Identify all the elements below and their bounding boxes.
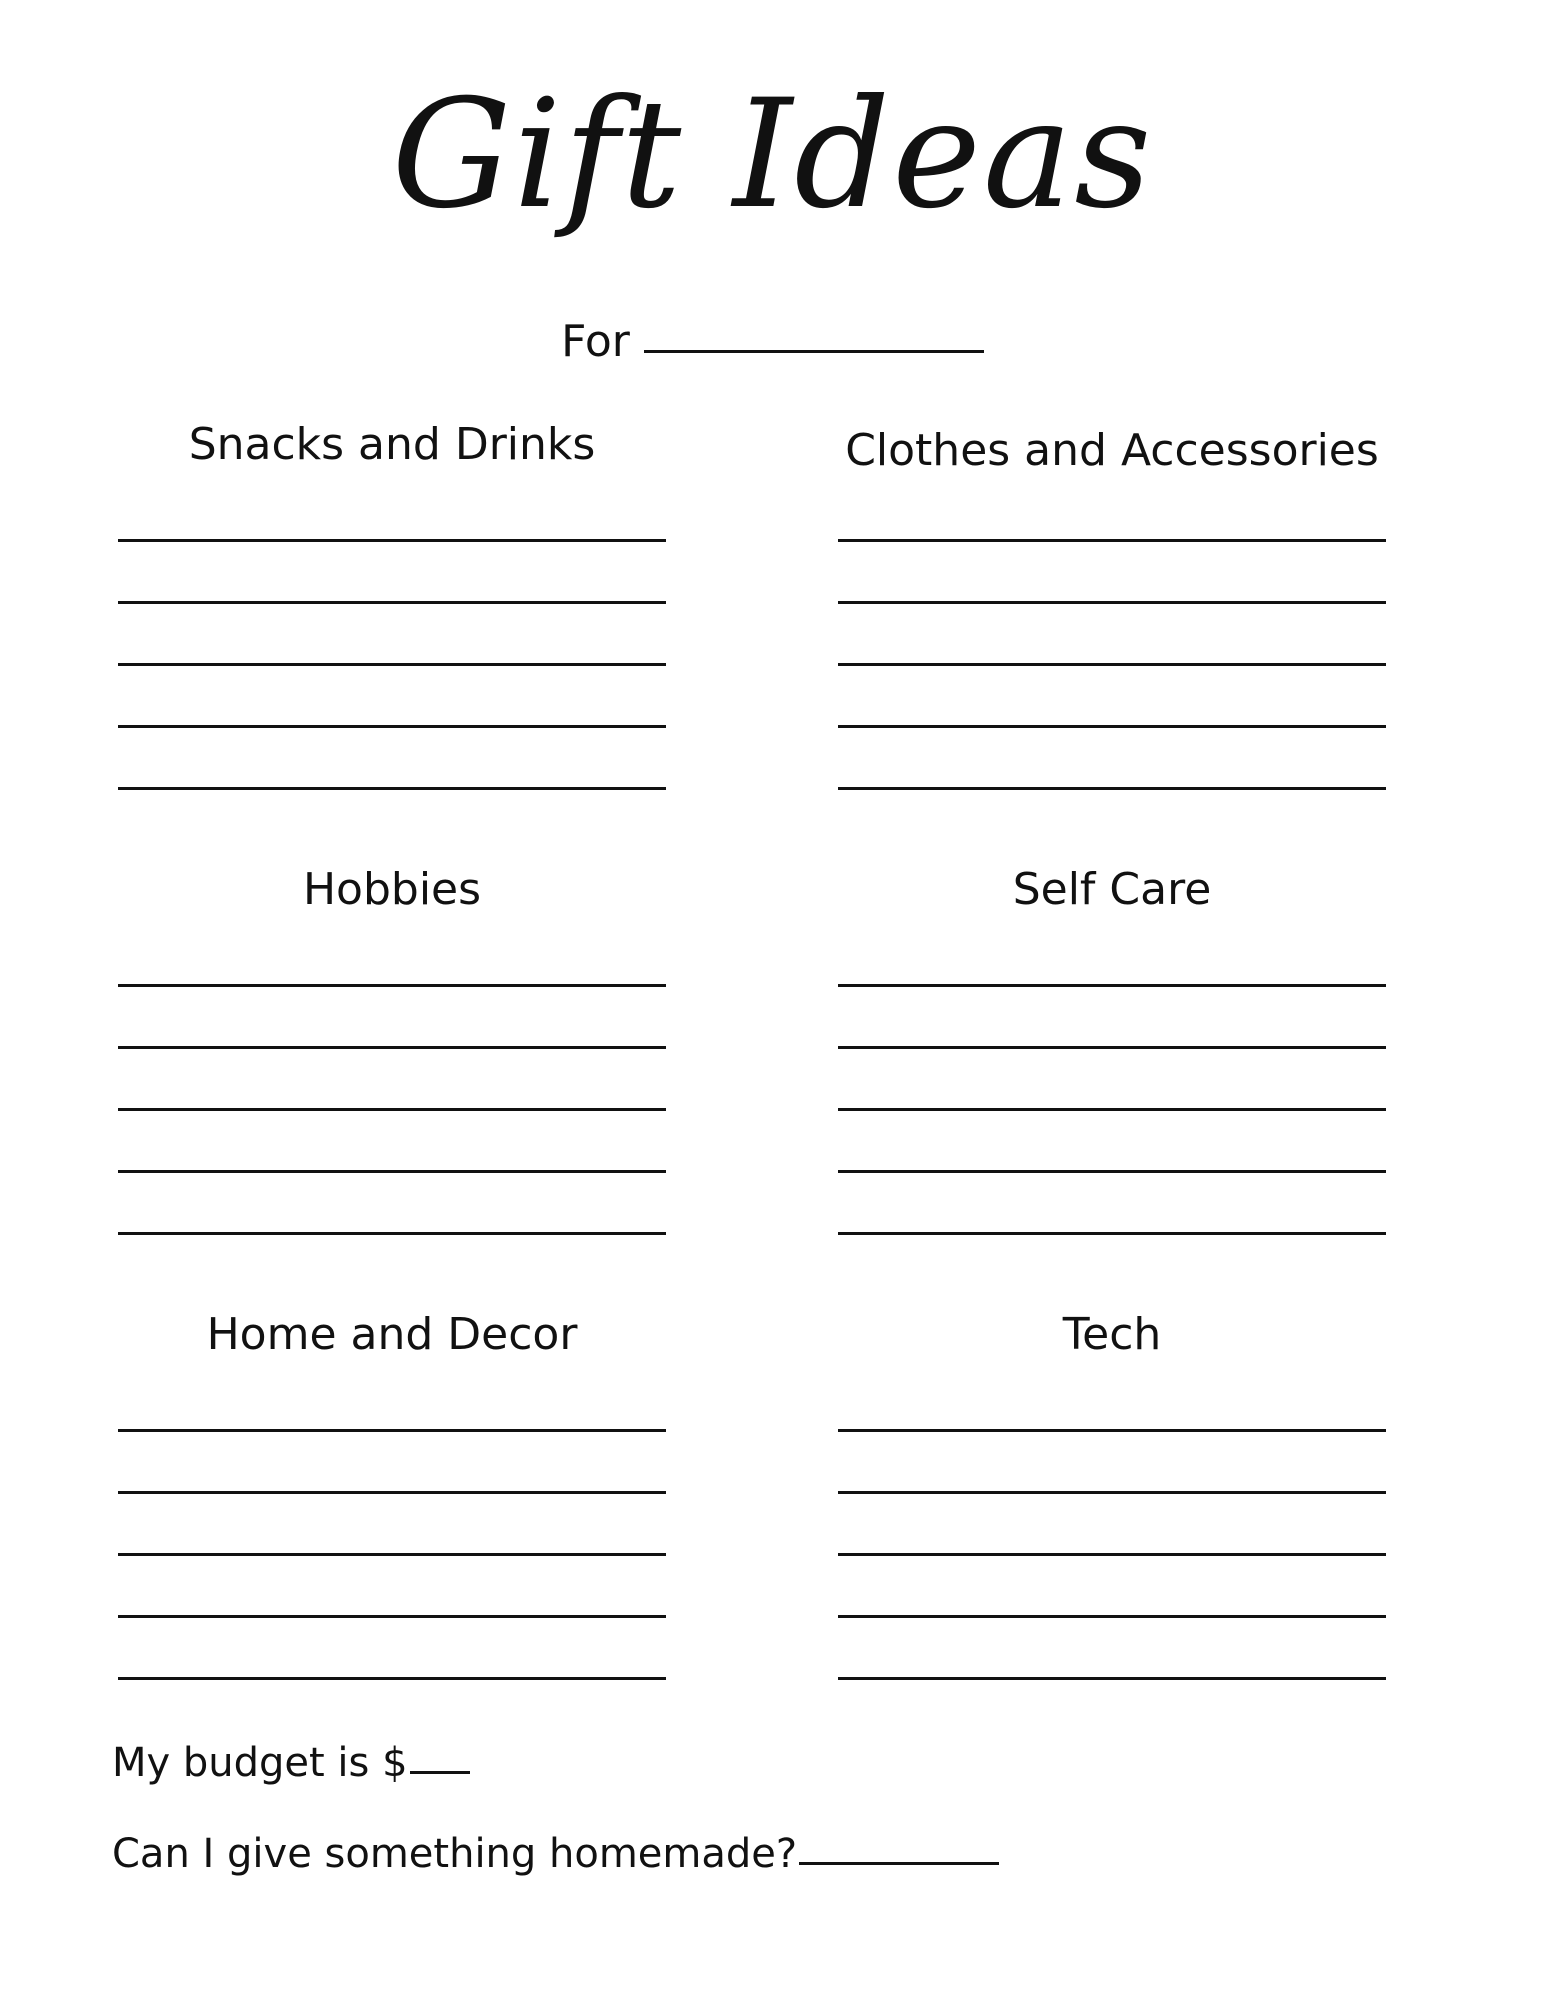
section-clothes-and-accessories [838, 410, 1386, 790]
write-line[interactable] [118, 1432, 666, 1494]
section-snacks-and-drinks [118, 410, 666, 790]
write-line[interactable] [118, 666, 666, 728]
write-line[interactable] [118, 1494, 666, 1556]
write-line[interactable] [118, 925, 666, 987]
write-line[interactable] [838, 1494, 1386, 1556]
section-heading: Tech [1062, 1309, 1162, 1360]
write-line[interactable] [838, 542, 1386, 604]
write-line[interactable] [118, 1556, 666, 1618]
homemade-blank[interactable] [799, 1862, 999, 1865]
section-heading: Self Care [1012, 864, 1212, 915]
write-line[interactable] [118, 1049, 666, 1111]
homemade-question [112, 1826, 999, 1882]
write-line[interactable] [838, 666, 1386, 728]
budget-question [112, 1735, 470, 1791]
section-hobbies [118, 855, 666, 1235]
budget-label: My budget is $ [112, 1740, 408, 1786]
section-heading: Clothes and Accessories [845, 425, 1379, 476]
write-line[interactable] [838, 1618, 1386, 1680]
budget-blank[interactable] [410, 1771, 470, 1774]
recipient-row [0, 312, 1545, 372]
section-heading: Home and Decor [206, 1309, 578, 1360]
write-line[interactable] [838, 1049, 1386, 1111]
write-line[interactable] [118, 1370, 666, 1432]
for-label: For [561, 316, 630, 367]
section-heading: Hobbies [302, 864, 482, 915]
write-line[interactable] [838, 728, 1386, 790]
write-line[interactable] [838, 1370, 1386, 1432]
write-line[interactable] [838, 1111, 1386, 1173]
page-title: Gift Ideas [391, 68, 1154, 242]
write-line[interactable] [118, 542, 666, 604]
section-heading: Snacks and Drinks [188, 419, 596, 470]
section-tech [838, 1300, 1386, 1680]
write-line[interactable] [838, 1556, 1386, 1618]
write-line[interactable] [118, 1111, 666, 1173]
write-line[interactable] [118, 987, 666, 1049]
write-line[interactable] [838, 925, 1386, 987]
write-line[interactable] [118, 1173, 666, 1235]
homemade-label: Can I give something homemade? [112, 1831, 798, 1877]
write-line[interactable] [118, 1618, 666, 1680]
write-line[interactable] [118, 604, 666, 666]
write-line[interactable] [838, 480, 1386, 542]
write-line[interactable] [118, 728, 666, 790]
write-line[interactable] [838, 1173, 1386, 1235]
recipient-blank[interactable] [644, 350, 984, 353]
write-line[interactable] [838, 987, 1386, 1049]
write-line[interactable] [838, 1432, 1386, 1494]
write-line[interactable] [118, 480, 666, 542]
section-home-and-decor [118, 1300, 666, 1680]
section-self-care [838, 855, 1386, 1235]
write-line[interactable] [838, 604, 1386, 666]
